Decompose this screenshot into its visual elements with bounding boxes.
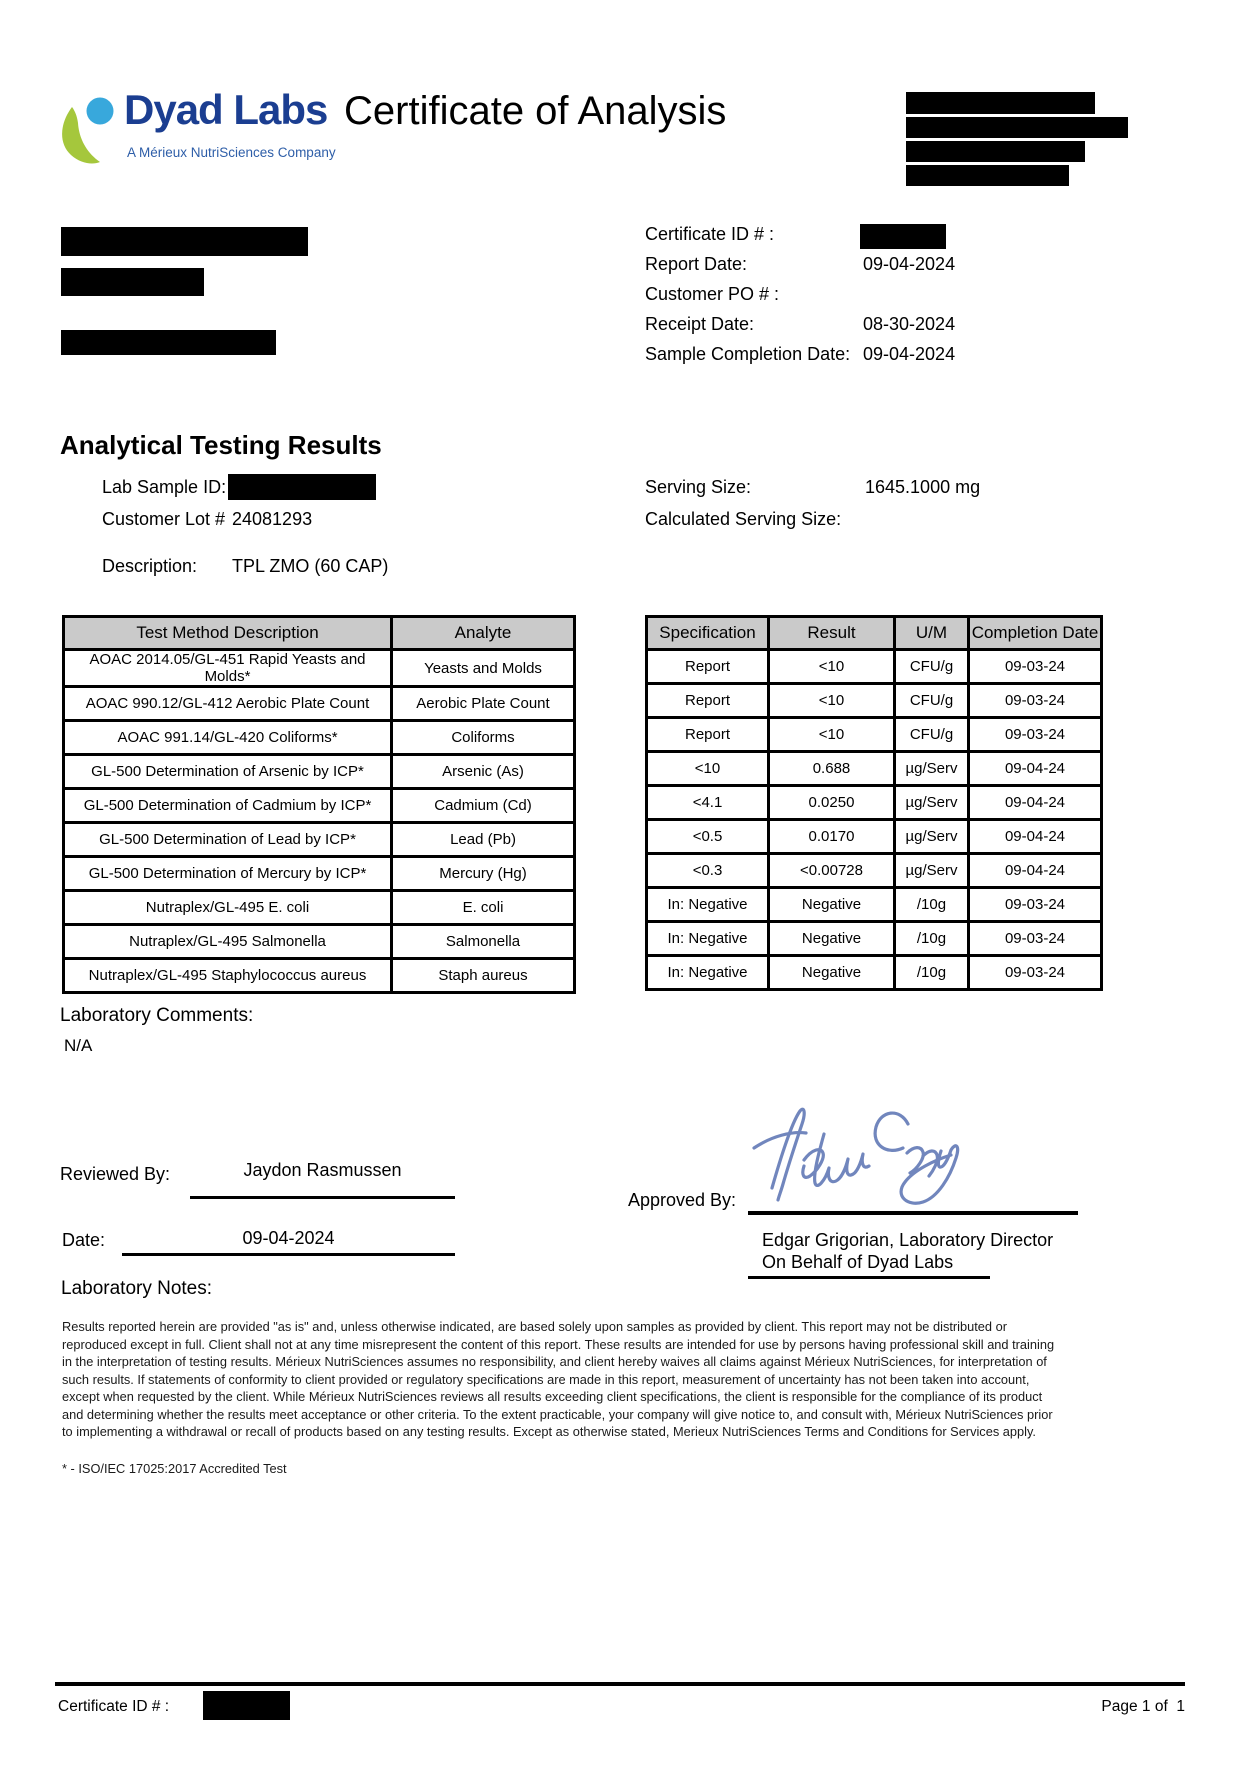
customer-lot-label: Customer Lot # [102,509,226,529]
table-row [647,650,1102,684]
date-line [122,1253,455,1256]
table-cell: 0.0250 [769,786,895,820]
table-row [64,823,575,857]
table-cell: <10 [769,650,895,684]
redaction-bar [906,165,1069,186]
accreditation-note: * - ISO/IEC 17025:2017 Accredited Test [62,1461,287,1476]
notes-line: except when requested by the client. While Mérieux NutriSciences reviews all results exceeding client specifications, the client is responsible for the compliance of its product [62,1389,1043,1404]
table-row [64,857,575,891]
brand-name: Dyad Labs [124,86,328,133]
table-cell: /10g [895,922,969,956]
col-header-specification: Specification [647,617,769,650]
table-row [64,959,575,993]
reviewed-by-label: Reviewed By: [60,1164,171,1184]
reviewed-by-signature-line [190,1196,455,1199]
table-cell: 09-03-24 [969,956,1102,990]
description-value: TPL ZMO (60 CAP) [232,556,389,576]
table-cell: 09-03-24 [969,684,1102,718]
table-row [647,752,1102,786]
table-cell: 09-04-24 [969,854,1102,888]
table-row [647,684,1102,718]
table-row [647,854,1102,888]
serving-size-value: 1645.1000 mg [865,477,981,497]
table-row [647,956,1102,990]
table-cell: Nutraplex/GL-495 Staphylococcus aureus [64,959,392,993]
table-cell: <10 [647,752,769,786]
table-cell: Aerobic Plate Count [392,687,575,721]
results-table-right [645,615,1103,991]
table-row [64,925,575,959]
table-cell: CFU/g [895,684,969,718]
approved-by-signature-line [748,1211,1078,1215]
notes-line: reproduced except in full. Client shall not at any time misrepresent the content of this report. These results are intended for use by persons having professional skill and training [62,1336,1055,1352]
table-cell: 09-04-24 [969,752,1102,786]
table-row [64,789,575,823]
table-row [64,721,575,755]
table-cell: AOAC 2014.05/GL-451 Rapid Yeasts and Molds* [64,650,392,687]
reviewed-by-name: Jaydon Rasmussen [243,1160,402,1180]
approver-on-behalf: On Behalf of Dyad Labs [762,1252,954,1272]
table-cell: 09-03-24 [969,718,1102,752]
table-cell: AOAC 991.14/GL-420 Coliforms* [64,721,392,755]
customer-lot-value: 24081293 [232,509,313,529]
table-cell: Report [647,684,769,718]
redaction-bar [61,227,308,256]
description-label: Description: [102,556,198,576]
table-cell: In: Negative [647,888,769,922]
table-cell: <4.1 [647,786,769,820]
laboratory-comments-value: N/A [64,1036,93,1055]
table-cell: Yeasts and Molds [392,650,575,687]
table-cell: Salmonella [392,925,575,959]
date-label: Date: [62,1230,106,1250]
dyad-labs-logo-icon [58,96,120,166]
table-cell: Nutraplex/GL-495 E. coli [64,891,392,925]
notes-line: and determining whether the results meet acceptance or other criteria. To the extent practicable, your company will give notice to, and consult with, Mérieux NutriSciences prior [62,1406,1053,1422]
table-cell: Negative [769,922,895,956]
approved-by-label: Approved By: [628,1190,737,1210]
table-cell: Negative [769,888,895,922]
table-cell: 0.688 [769,752,895,786]
redaction-bar [906,92,1095,114]
document-title: Certificate of Analysis [344,89,727,133]
table-cell: µg/Serv [895,854,969,888]
table-cell: GL-500 Determination of Mercury by ICP* [64,857,392,891]
table-cell: E. coli [392,891,575,925]
table-cell: In: Negative [647,956,769,990]
table-cell: Report [647,650,769,684]
table-cell: µg/Serv [895,752,969,786]
table-row [64,891,575,925]
table-cell: 09-04-24 [969,820,1102,854]
col-header-test-method: Test Method Description [64,617,392,650]
footer-page-number: Page 1 of 1 [1101,1698,1185,1715]
redaction-bar [61,268,204,296]
table-cell: Coliforms [392,721,575,755]
notes-line: in the interpretation of testing results. Mérieux NutriSciences assumes no responsibility, and client hereby waives all claims against Mérieux NutriSciences, for interpretation of [62,1354,1047,1369]
table-cell: Negative [769,956,895,990]
notes-line: Results reported herein are provided "as is" and, unless otherwise indicated, are based solely upon samples as provided by client. This report may not be distributed or [62,1319,1007,1334]
redaction-bar [860,224,946,249]
customer-po-label: Customer PO # : [645,284,780,304]
table-row [647,718,1102,752]
table-cell: <10 [769,718,895,752]
laboratory-notes-label: Laboratory Notes: [61,1278,213,1299]
sample-completion-date-label: Sample Completion Date: [645,344,851,364]
table-cell: Mercury (Hg) [392,857,575,891]
table-cell: <0.5 [647,820,769,854]
table-cell: Arsenic (As) [392,755,575,789]
table-row [647,922,1102,956]
redaction-bar [61,330,276,355]
table-cell: 09-03-24 [969,650,1102,684]
table-row [647,786,1102,820]
logo-dot-icon [87,98,114,125]
laboratory-comments-label: Laboratory Comments: [60,1005,254,1026]
table-cell: 09-04-24 [969,786,1102,820]
redaction-bar [906,141,1085,162]
brand-tagline: A Mérieux NutriSciences Company [127,145,336,160]
table-cell: Nutraplex/GL-495 Salmonella [64,925,392,959]
table-row [647,820,1102,854]
col-header-um: U/M [895,617,969,650]
table-cell: GL-500 Determination of Arsenic by ICP* [64,755,392,789]
approver-signature-image [742,1096,962,1216]
sample-completion-date-value: 09-04-2024 [863,344,956,364]
table-cell: Report [647,718,769,752]
table-cell: In: Negative [647,922,769,956]
table-row [64,687,575,721]
on-behalf-underline [748,1276,990,1279]
col-header-result: Result [769,617,895,650]
table-cell: /10g [895,956,969,990]
table-row [647,888,1102,922]
table-cell: GL-500 Determination of Cadmium by ICP* [64,789,392,823]
table-cell: <10 [769,684,895,718]
receipt-date-value: 08-30-2024 [863,314,956,334]
receipt-date-label: Receipt Date: [645,314,755,334]
table-header-row [647,617,1102,650]
serving-size-label: Serving Size: [645,477,752,497]
table-cell: GL-500 Determination of Lead by ICP* [64,823,392,857]
table-cell: CFU/g [895,718,969,752]
section-title: Analytical Testing Results [60,430,382,460]
approver-name-title: Edgar Grigorian, Laboratory Director [762,1230,1054,1250]
lab-sample-id-label: Lab Sample ID: [102,477,227,497]
date-value: 09-04-2024 [242,1228,335,1248]
redaction-bar [203,1691,290,1720]
results-table-left [62,615,576,994]
table-cell: Cadmium (Cd) [392,789,575,823]
table-cell: Staph aureus [392,959,575,993]
table-cell: 09-03-24 [969,888,1102,922]
report-date-value: 09-04-2024 [863,254,956,274]
table-cell: µg/Serv [895,786,969,820]
report-date-label: Report Date: [645,254,748,274]
cert-id-label: Certificate ID # : [645,224,775,244]
redaction-bar [906,117,1128,138]
table-header-row [64,617,575,650]
table-cell: 09-03-24 [969,922,1102,956]
table-cell: Lead (Pb) [392,823,575,857]
footer-cert-id-label: Certificate ID # : [58,1698,170,1715]
table-cell: <0.3 [647,854,769,888]
redaction-bar [228,474,376,500]
table-cell: AOAC 990.12/GL-412 Aerobic Plate Count [64,687,392,721]
col-header-completion-date: Completion Date [969,617,1102,650]
table-cell: /10g [895,888,969,922]
notes-paragraph [62,1318,1192,1441]
col-header-analyte: Analyte [392,617,575,650]
table-cell: CFU/g [895,650,969,684]
footer-rule [55,1682,1185,1686]
table-cell: 0.0170 [769,820,895,854]
table-row [64,755,575,789]
calculated-serving-size-label: Calculated Serving Size: [645,509,842,529]
table-cell: <0.00728 [769,854,895,888]
table-cell: µg/Serv [895,820,969,854]
notes-line: such results. If statements of conformity to client provided or regulatory specifications are made in this report, measurement of uncertainty has not been taken into account, [62,1371,1030,1387]
table-row [64,650,575,687]
notes-line: to implementing a withdrawal or recall of products based on any testing results. Except as otherwise stated, Merieux NutriSciences Terms and Conditions for Services apply. [62,1424,1036,1439]
